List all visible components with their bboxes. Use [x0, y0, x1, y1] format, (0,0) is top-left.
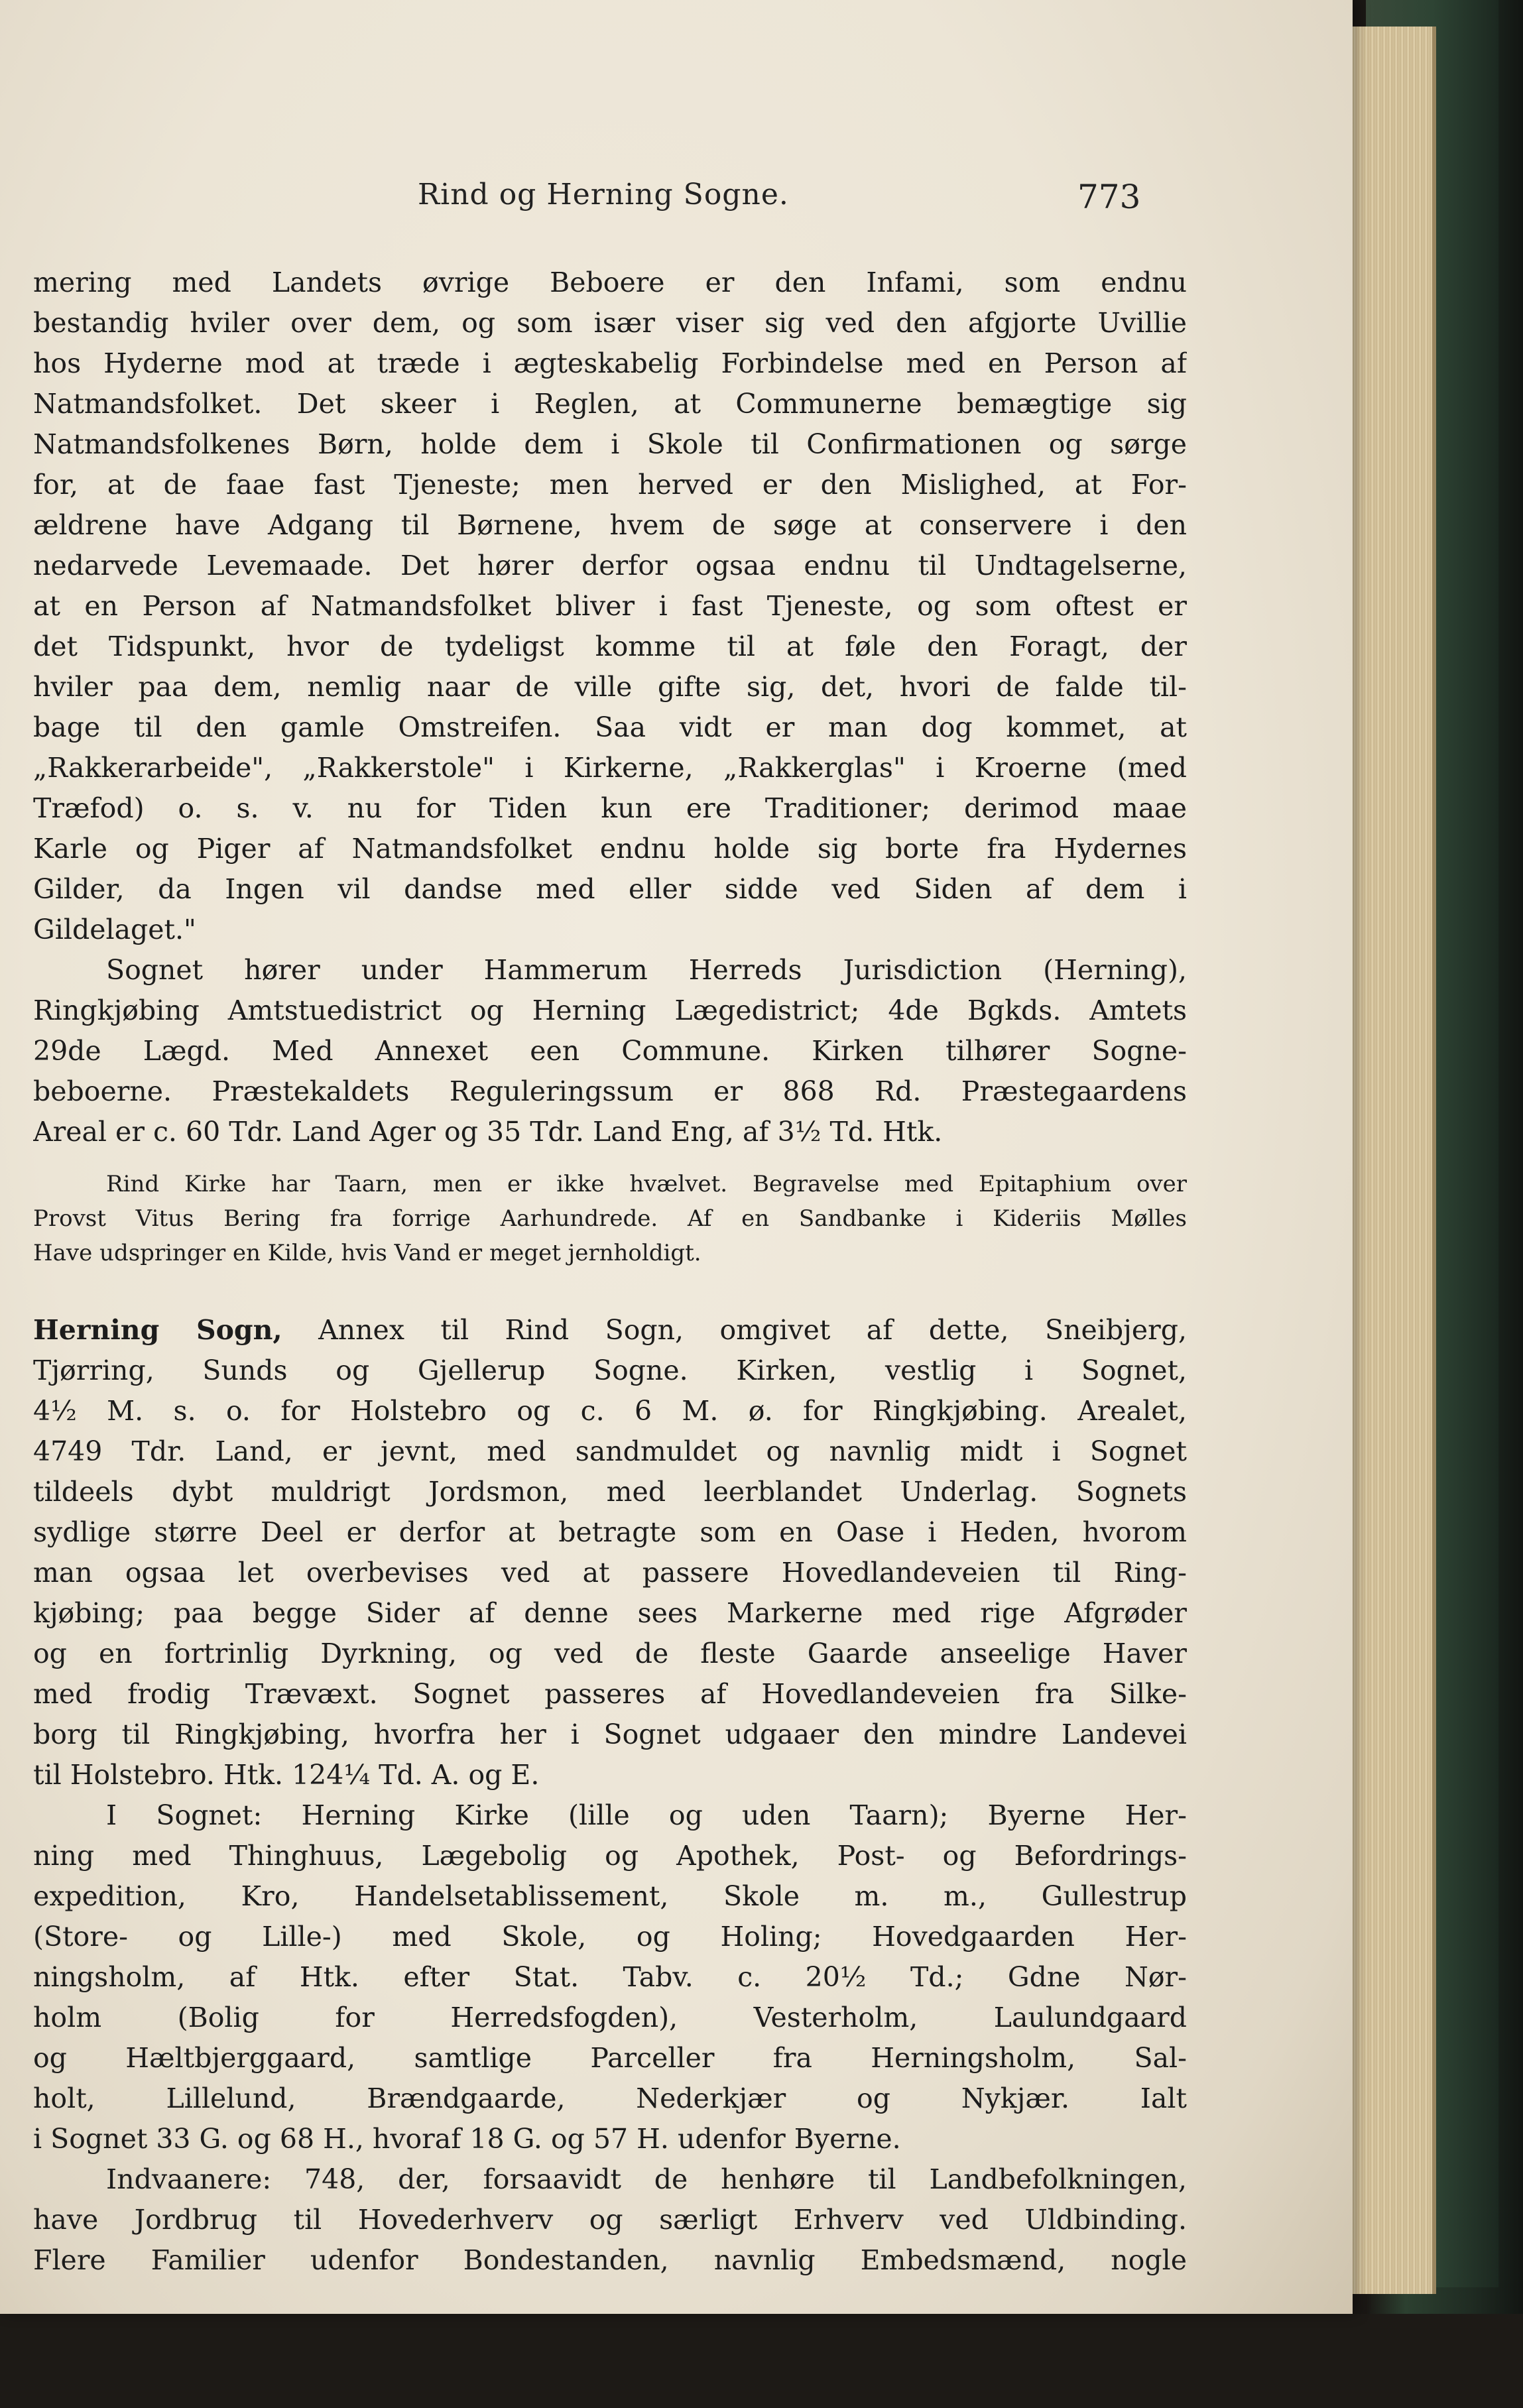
text-line: Træfod) o. s. v. nu for Tiden kun ere Traditioner; derimod maae: [33, 792, 1187, 824]
page-number: 773: [1077, 178, 1141, 216]
paragraph-jurisdiction: [33, 950, 1187, 1152]
text-line: have Jordbrug til Hovederhverv og særligt Erhverv ved Uldbinding.: [33, 2204, 1187, 2236]
page-text: [33, 263, 1187, 2281]
text-line: hos Hyderne mod at træde i ægteskabelig Forbindelse med en Person af: [33, 347, 1187, 379]
text-segment: Annex til Rind Sogn, omgivet af dette, Sneibjerg,: [318, 1314, 1187, 1346]
paragraph-herning-sogn: [33, 1310, 1187, 1795]
paragraph-indvaanere: [33, 2159, 1187, 2281]
text-line: Ringkjøbing Amtstuedistrict og Herning Lægedistrict; 4de Bgkds. Amtets: [33, 994, 1187, 1026]
spacer: [33, 1270, 1187, 1310]
text-line: kjøbing; paa begge Sider af denne sees Markerne med rige Afgrøder: [33, 1597, 1187, 1629]
text-line: Karle og Piger af Natmandsfolket endnu holde sig borte fra Hydernes: [33, 833, 1187, 865]
text-line: Areal er c. 60 Tdr. Land Ager og 35 Tdr. Land Eng, af 3½ Td. Htk.: [33, 1116, 943, 1148]
text-line: at en Person af Natmandsfolket bliver i fast Tjeneste, og som oftest er: [33, 590, 1187, 622]
spacer: [33, 1152, 1187, 1167]
text-line: i Sognet 33 G. og 68 H., hvoraf 18 G. og 57 H. udenfor Byerne.: [33, 2123, 901, 2155]
text-line: til Holstebro. Htk. 124¼ Td. A. og E.: [33, 1759, 540, 1791]
text-line: med frodig Trævæxt. Sognet passeres af Hovedlandeveien fra Silke-: [33, 1678, 1187, 1710]
text-line: 29de Lægd. Med Annexet een Commune. Kirken tilhører Sogne-: [33, 1035, 1187, 1067]
text-line: ningsholm, af Htk. efter Stat. Tabv. c. 20½ Td.; Gdne Nør-: [33, 1961, 1187, 1993]
text-line: bestandig hviler over dem, og som især viser sig ved den afgjorte Uvillie: [33, 307, 1187, 339]
text-line: Gilder, da Ingen vil dandse med eller sidde ved Siden af dem i: [33, 873, 1187, 905]
running-head-title: Rind og Herning Sogne.: [418, 178, 789, 211]
text-line: 4½ M. s. o. for Holstebro og c. 6 M. ø. for Ringkjøbing. Arealet,: [33, 1395, 1187, 1427]
text-line: ældrene have Adgang til Børnene, hvem de søge at conservere i den: [33, 509, 1187, 541]
text-line: og Hæltbjerggaard, samtlige Parceller fra Herningsholm, Sal-: [33, 2042, 1187, 2074]
text-line: man ogsaa let overbevises ved at passere Hovedlandeveien til Ring-: [33, 1557, 1187, 1589]
text-line: Natmandsfolket. Det skeer i Reglen, at Communerne bemægtige sig: [33, 388, 1187, 420]
text-line: sydlige større Deel er derfor at betragte som en Oase i Heden, hvorom: [33, 1516, 1187, 1548]
text-line: Gildelaget.": [33, 914, 196, 945]
text-line: tildeels dybt muldrigt Jordsmon, med leerblandet Underlag. Sognets: [33, 1476, 1187, 1508]
text-line: 4749 Tdr. Land, er jevnt, med sandmuldet og navnlig midt i Sognet: [33, 1435, 1187, 1467]
note-line: Rind Kirke har Taarn, men er ikke hvælvet. Begravelse med Epitaphium over: [106, 1171, 1187, 1197]
text-line: og en fortrinlig Dyrkning, og ved de fleste Gaarde anseelige Haver: [33, 1638, 1187, 1669]
text-line: bage til den gamle Omstreifen. Saa vidt er man dog kommet, at: [33, 711, 1187, 743]
text-line: Sognet hører under Hammerum Herreds Jurisdiction (Herning),: [106, 954, 1187, 986]
text-line: Natmandsfolkenes Børn, holde dem i Skole til Confirmationen og sørge: [33, 428, 1187, 460]
paragraph-i-sognet: [33, 1795, 1187, 2159]
scan-background: [0, 2314, 1523, 2408]
text-line: I Sognet: Herning Kirke (lille og uden Taarn); Byerne Her-: [106, 1799, 1187, 1831]
paragraph-natmandsfolket: [33, 263, 1187, 950]
text-line: Indvaanere: 748, der, forsaavidt de henhøre til Landbefolkningen,: [106, 2163, 1187, 2195]
text-line: mering med Landets øvrige Beboere er den Infami, som endnu: [33, 267, 1187, 298]
section-heading-herning: Herning Sogn,: [33, 1314, 282, 1346]
text-line: nedarvede Levemaade. Det hører derfor ogsaa endnu til Undtagelserne,: [33, 550, 1187, 581]
note-line: Have udspringer en Kilde, hvis Vand er meget jernholdigt.: [33, 1240, 701, 1266]
text-line: borg til Ringkjøbing, hvorfra her i Sognet udgaaer den mindre Landevei: [33, 1718, 1187, 1750]
text-line: det Tidspunkt, hvor de tydeligst komme til at føle den Foragt, der: [33, 631, 1187, 662]
text-line: holm (Bolig for Herredsfogden), Vesterholm, Laulundgaard: [33, 2002, 1187, 2033]
text-line: [33, 1310, 1187, 1351]
text-line: holt, Lillelund, Brændgaarde, Nederkjær og Nykjær. Ialt: [33, 2082, 1187, 2114]
text-line: beboerne. Præstekaldets Reguleringssum er 868 Rd. Præstegaardens: [33, 1075, 1187, 1107]
text-line: „Rakkerarbeide", „Rakkerstole" i Kirkerne, „Rakkerglas" i Kroerne (med: [33, 752, 1187, 784]
note-rind-kirke: [33, 1167, 1187, 1270]
text-line: (Store- og Lille-) med Skole, og Holing; Hovedgaarden Her-: [33, 1921, 1187, 1953]
text-line: expedition, Kro, Handelsetablissement, Skole m. m., Gullestrup: [33, 1880, 1187, 1912]
text-line: Flere Familier udenfor Bondestanden, navnlig Embedsmænd, nogle: [33, 2244, 1187, 2276]
text-line: hviler paa dem, nemlig naar de ville gifte sig, det, hvori de falde til-: [33, 671, 1187, 703]
text-line: for, at de faae fast Tjeneste; men herved er den Mislighed, at For-: [33, 469, 1187, 501]
text-line: ning med Thinghuus, Lægebolig og Apothek, Post- og Befordrings-: [33, 1840, 1187, 1872]
note-line: Provst Vitus Bering fra forrige Aarhundrede. Af en Sandbanke i Kideriis Mølles: [33, 1205, 1187, 1232]
text-line: Tjørring, Sunds og Gjellerup Sogne. Kirken, vestlig i Sognet,: [33, 1354, 1187, 1386]
